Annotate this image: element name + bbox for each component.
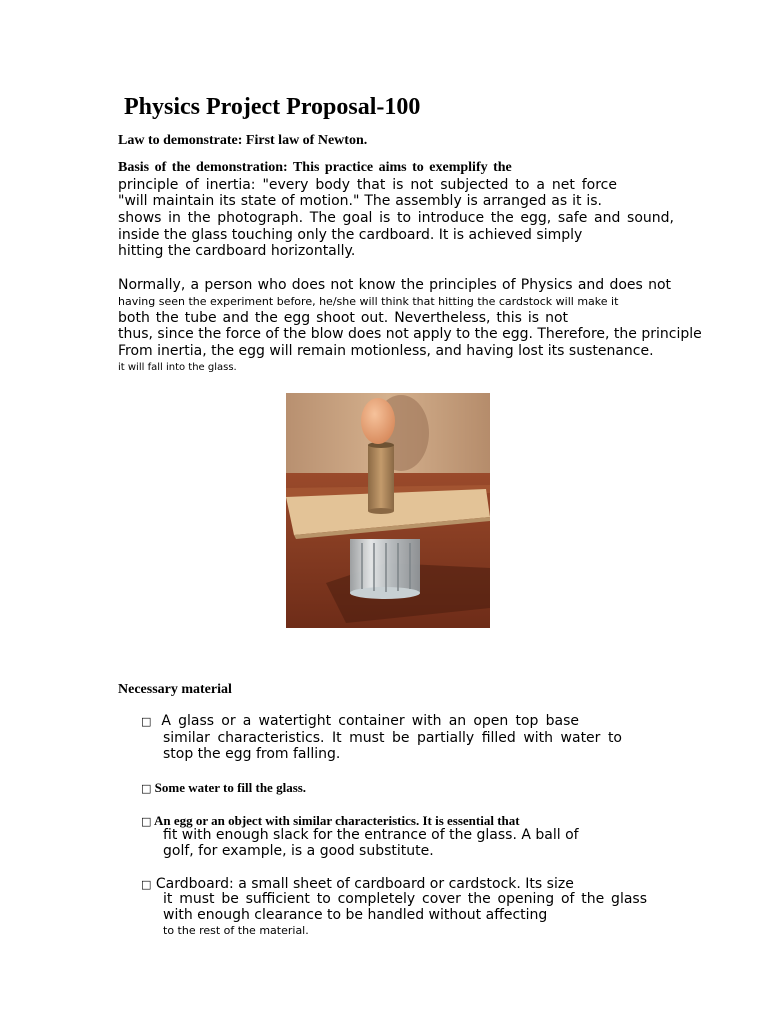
material-item-text: An egg or an object with similar characteristics. It is essential that [153,813,520,828]
material-item-line: fit with enough slack for the entrance of the glass. A ball of [163,827,579,843]
basis-line: "will maintain its state of motion." The assembly is arranged as it is. [118,193,602,209]
basis-line: principle of inertia: "every body that is not subjected to a net force [118,177,617,193]
bullet-box-icon: □ [141,878,152,891]
basis-line: shows in the photograph. The goal is to introduce the egg, safe and sound, [118,210,674,226]
bullet-box-icon: □ [141,715,155,728]
bullet-box-icon: □ [141,815,152,828]
basis-heading: Basis of the demonstration: This practice aims to exemplify the [118,160,512,175]
explanation-line: both the tube and the egg shoot out. Nevertheless, this is not [118,310,568,326]
material-item-text: A glass or a watertight container with an open top base [161,713,579,729]
material-item-line: to the rest of the material. [163,924,309,937]
material-item-glass [141,713,579,730]
basis-line: hitting the cardboard horizontally. [118,243,356,259]
material-item-text: Some water to fill the glass. [154,780,307,795]
explanation-line: having seen the experiment before, he/she will think that hitting the cardstock will make it [118,295,619,308]
explanation-line: thus, since the force of the blow does not apply to the egg. Therefore, the principle [118,326,702,342]
material-item-water [141,779,306,797]
material-item-line: golf, for example, is a good substitute. [163,843,434,859]
material-heading: Necessary material [118,682,232,697]
explanation-line: From inertia, the egg will remain motionless, and having lost its sustenance. [118,343,654,359]
basis-line: inside the glass touching only the cardboard. It is achieved simply [118,227,583,243]
law-statement: Law to demonstrate: First law of Newton. [118,133,368,148]
egg-glass-photo-illustration [286,393,490,628]
material-item-line: it must be sufficient to completely cover the opening of the glass [163,891,647,907]
material-item-text: Cardboard: a small sheet of cardboard or cardstock. Its size [155,876,574,892]
experiment-photo [286,393,490,628]
explanation-line: Normally, a person who does not know the principles of Physics and does not [118,277,671,293]
material-item-line: with enough clearance to be handled without affecting [163,907,548,923]
explanation-line: it will fall into the glass. [118,362,237,373]
bullet-box-icon: □ [141,782,152,795]
material-item-line: stop the egg from falling. [163,746,341,762]
page-title: Physics Project Proposal-100 [124,94,421,120]
material-item-line: similar characteristics. It must be partially filled with water to [163,730,622,746]
